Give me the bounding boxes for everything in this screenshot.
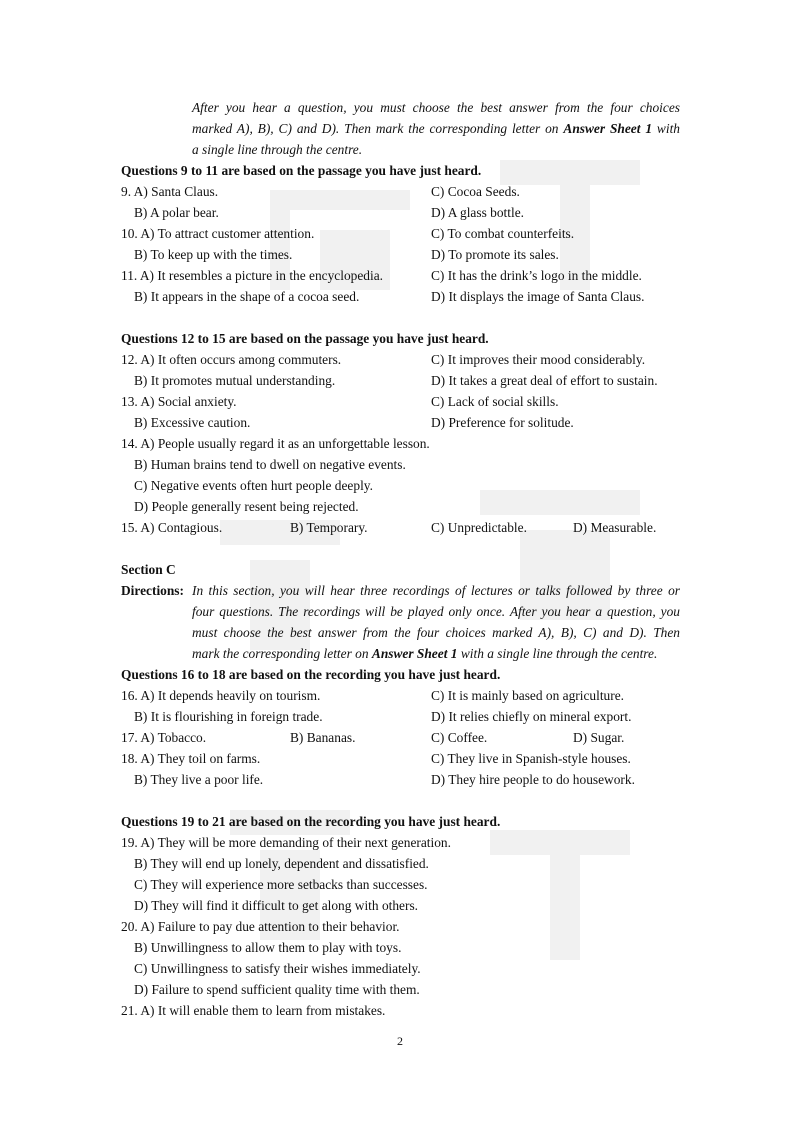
option-12d: D) It takes a great deal of effort to sustain.	[431, 373, 658, 388]
option-14c: C) Negative events often hurt people deeply.	[134, 478, 373, 493]
option-18a: 18. A) They toil on farms.	[121, 751, 261, 766]
question-group-heading: Questions 9 to 11 are based on the passage you have just heard.	[121, 163, 482, 178]
option-16d: D) It relies chiefly on mineral export.	[431, 709, 632, 724]
option-10c: C) To combat counterfeits.	[431, 226, 575, 241]
option-13a: 13. A) Social anxiety.	[121, 394, 237, 409]
option-17a: 17. A) Tobacco.	[121, 730, 207, 745]
option-11c: C) It has the drink’s logo in the middle.	[431, 268, 642, 283]
option-12b: B) It promotes mutual understanding.	[134, 373, 336, 388]
directions-label: Directions:	[121, 583, 184, 598]
option-15c: C) Unpredictable.	[431, 520, 527, 535]
option-15b: B) Temporary.	[290, 520, 368, 535]
option-13c: C) Lack of social skills.	[431, 394, 559, 409]
option-10d: D) To promote its sales.	[431, 247, 559, 262]
option-10a: 10. A) To attract customer attention.	[121, 226, 315, 241]
option-18c: C) They live in Spanish-style houses.	[431, 751, 631, 766]
option-11b: B) It appears in the shape of a cocoa seed.	[134, 289, 360, 304]
option-12c: C) It improves their mood considerably.	[431, 352, 646, 367]
option-19d: D) They will find it difficult to get along with others.	[134, 898, 419, 913]
option-9b: B) A polar bear.	[134, 205, 219, 220]
option-9d: D) A glass bottle.	[431, 205, 524, 220]
question-group-heading: Questions 12 to 15 are based on the passage you have just heard.	[121, 331, 489, 346]
option-19a: 19. A) They will be more demanding of their next generation.	[121, 835, 451, 850]
option-20b: B) Unwillingness to allow them to play with toys.	[134, 940, 402, 955]
option-10b: B) To keep up with the times.	[134, 247, 293, 262]
directions-line: mark the corresponding letter on Answer Sheet 1 with a single line through the centre.	[192, 646, 658, 661]
option-21a: 21. A) It will enable them to learn from mistakes.	[121, 1003, 386, 1018]
option-18b: B) They live a poor life.	[134, 772, 264, 787]
option-11d: D) It displays the image of Santa Claus.	[431, 289, 645, 304]
directions-line: four questions. The recordings will be played only once. After you hear a question, you	[192, 604, 680, 619]
option-16a: 16. A) It depends heavily on tourism.	[121, 688, 321, 703]
page-number: 2	[397, 1034, 403, 1048]
option-20c: C) Unwillingness to satisfy their wishes immediately.	[134, 961, 421, 976]
directions-line: In this section, you will hear three recordings of lectures or talks followed by three or	[192, 583, 680, 598]
option-14a: 14. A) People usually regard it as an unforgettable lesson.	[121, 436, 430, 451]
option-15a: 15. A) Contagious.	[121, 520, 223, 535]
option-16c: C) It is mainly based on agriculture.	[431, 688, 625, 703]
option-20a: 20. A) Failure to pay due attention to their behavior.	[121, 919, 400, 934]
option-17b: B) Bananas.	[290, 730, 356, 745]
option-12a: 12. A) It often occurs among commuters.	[121, 352, 342, 367]
option-14b: B) Human brains tend to dwell on negative events.	[134, 457, 406, 472]
option-20d: D) Failure to spend sufficient quality time with them.	[134, 982, 420, 997]
option-13b: B) Excessive caution.	[134, 415, 251, 430]
option-9c: C) Cocoa Seeds.	[431, 184, 520, 199]
directions-line: marked A), B), C) and D). Then mark the corresponding letter on Answer Sheet 1 with	[192, 121, 680, 136]
option-17d: D) Sugar.	[573, 730, 625, 745]
directions-line: After you hear a question, you must choose the best answer from the four choices	[192, 100, 680, 115]
option-19b: B) They will end up lonely, dependent and dissatisfied.	[134, 856, 429, 871]
option-15d: D) Measurable.	[573, 520, 657, 535]
option-19c: C) They will experience more setbacks than successes.	[134, 877, 428, 892]
option-16b: B) It is flourishing in foreign trade.	[134, 709, 323, 724]
option-14d: D) People generally resent being rejected.	[134, 499, 359, 514]
option-18d: D) They hire people to do housework.	[431, 772, 635, 787]
directions-line: must choose the best answer from the four choices marked A), B), C) and D). Then	[192, 625, 680, 640]
option-17c: C) Coffee.	[431, 730, 488, 745]
directions-line: a single line through the centre.	[192, 142, 363, 157]
question-group-heading: Questions 19 to 21 are based on the recording you have just heard.	[121, 814, 501, 829]
section-title: Section C	[121, 562, 176, 577]
option-13d: D) Preference for solitude.	[431, 415, 574, 430]
option-9a: 9. A) Santa Claus.	[121, 184, 219, 199]
option-11a: 11. A) It resembles a picture in the encyclopedia.	[121, 268, 384, 283]
question-group-heading: Questions 16 to 18 are based on the recording you have just heard.	[121, 667, 501, 682]
